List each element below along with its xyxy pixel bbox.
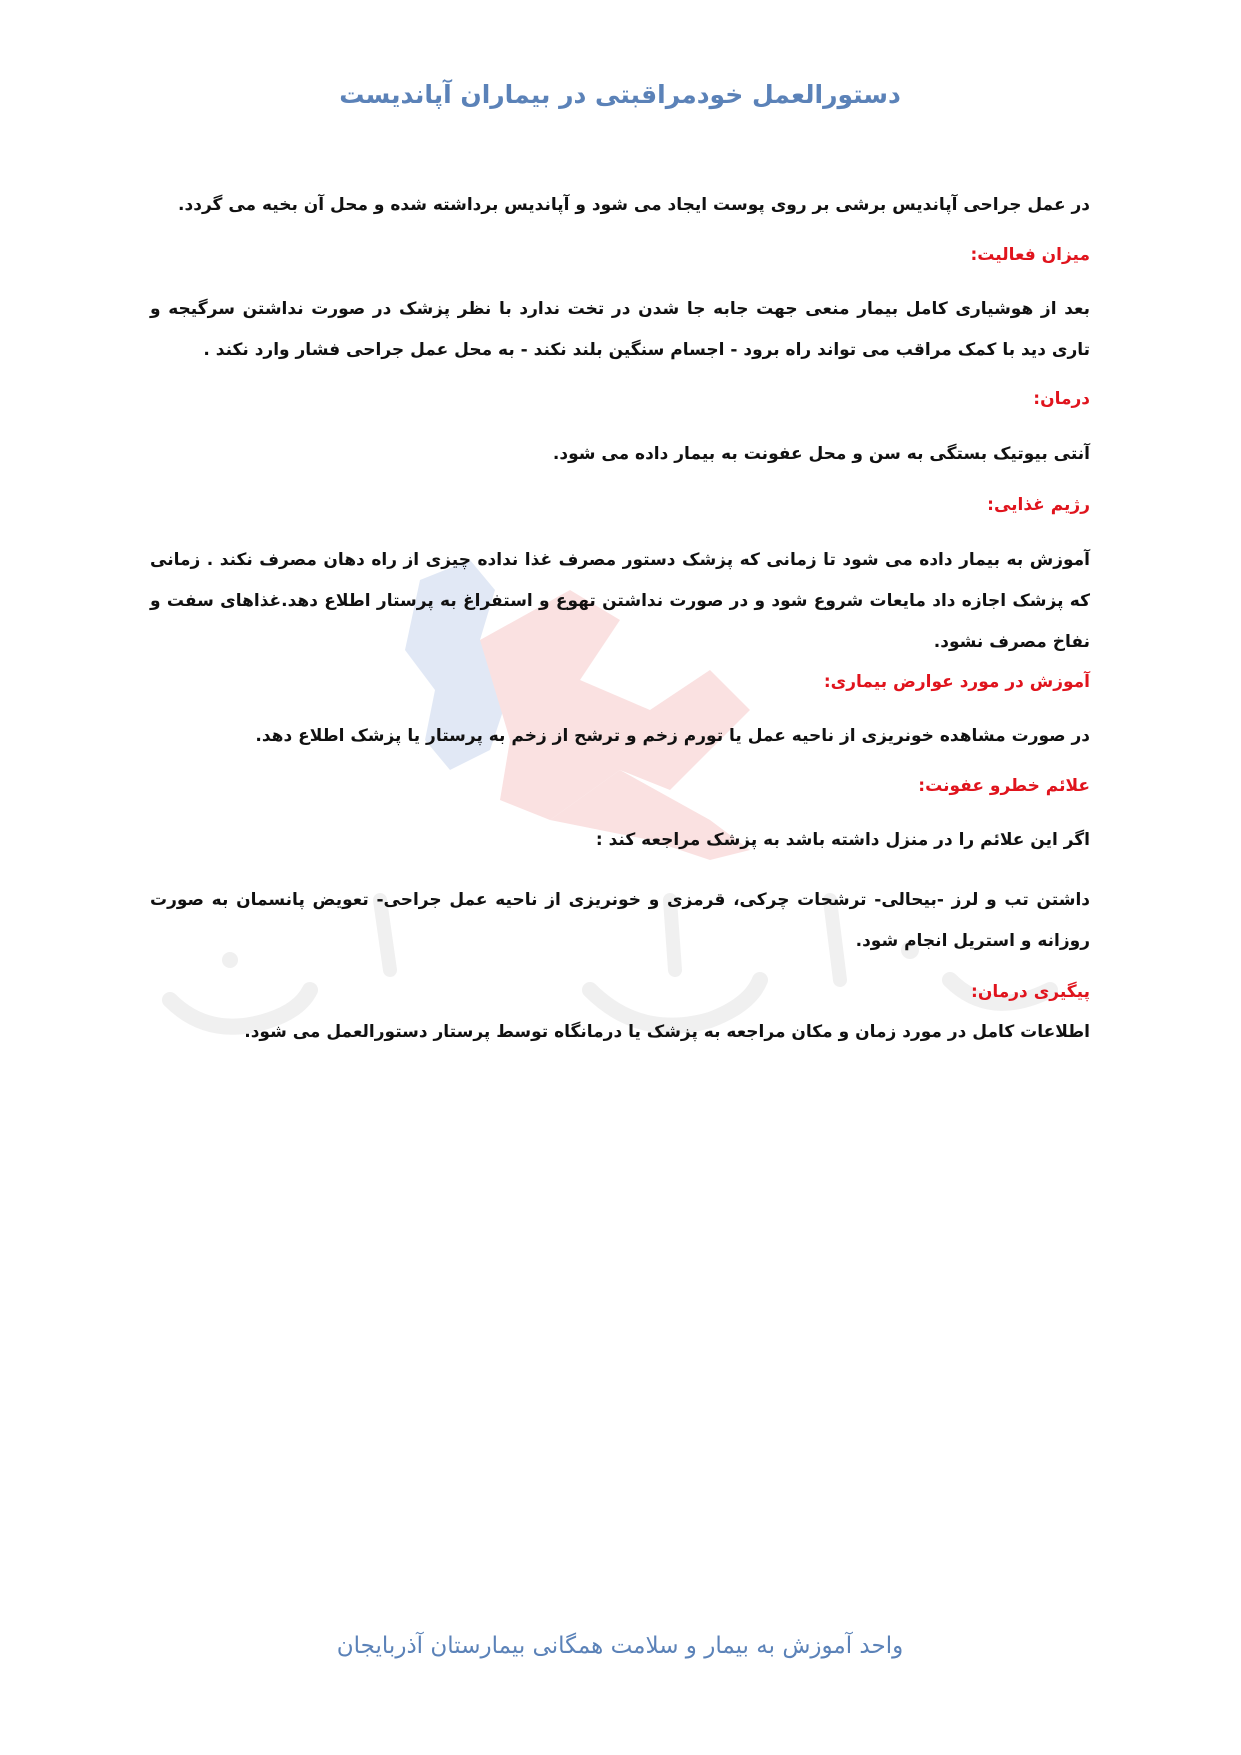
section-paragraph-activity: بعد از هوشیاری کامل بیمار منعی جهت جابه جا شدن در تخت ندارد با نظر پزشک در صورت نداشتن سرگیجه و تاری دید با کمک مراقب می تواند راه برود - اجسام سنگین بلند نکند - به محل عمل جراحی فشار وارد نکند . xyxy=(150,299,1090,360)
section-paragraph-follow-up: اطلاعات کامل در مورد زمان و مکان مراجعه به پزشک یا درمانگاه توسط پرستار دستورالعمل می شود. xyxy=(244,1022,1090,1042)
section-heading-warning-signs: علائم خطرو عفونت: xyxy=(918,776,1090,796)
section-heading-treatment: درمان: xyxy=(1033,389,1090,409)
section-heading-follow-up: پیگیری درمان: xyxy=(971,982,1090,1002)
document-page xyxy=(150,0,1090,1755)
section-paragraph-treatment: آنتی بیوتیک بستگی به سن و محل عفونت به بیمار داده می شود. xyxy=(552,444,1090,464)
intro-paragraph: در عمل جراحی آپاندیس برشی بر روی پوست ایجاد می شود و آپاندیس برداشته شده و محل آن بخیه می گردد. xyxy=(178,195,1090,215)
page-title: دستورالعمل خودمراقبتی در بیماران آپاندیست xyxy=(339,80,901,109)
section-paragraph-diet: آموزش به بیمار داده می شود تا زمانی که پزشک دستور مصرف غذا نداده چیزی از راه دهان مصرف نکند . زمانی که پزشک اجازه داد مایعات شروع شود و در صورت نداشتن تهوع و استفراغ به پرستار اطلاع دهد.غذاهای سفت و نفاخ مصرف نشود. xyxy=(150,550,1090,652)
page-footer: واحد آموزش به بیمار و سلامت همگانی بیمارستان آذربایجان xyxy=(336,1633,904,1659)
section-heading-complications: آموزش در مورد عوارض بیماری: xyxy=(823,672,1090,692)
section-paragraph-warning-signs-list: داشتن تب و لرز -بیحالی- ترشحات چرکی، قرمزی و خونریزی از ناحیه عمل جراحی- تعویض پانسمان به صورت روزانه و استریل انجام شود. xyxy=(150,890,1090,951)
section-paragraph-warning-signs-intro: اگر این علائم را در منزل داشته باشد به پزشک مراجعه کند : xyxy=(595,830,1090,850)
section-heading-diet: رژیم غذایی: xyxy=(987,495,1090,515)
section-paragraph-complications: در صورت مشاهده خونریزی از ناحیه عمل یا تورم زخم و ترشح از زخم به پرستار یا پزشک اطلاع دهد. xyxy=(255,726,1090,746)
section-heading-activity: میزان فعالیت: xyxy=(970,245,1090,265)
